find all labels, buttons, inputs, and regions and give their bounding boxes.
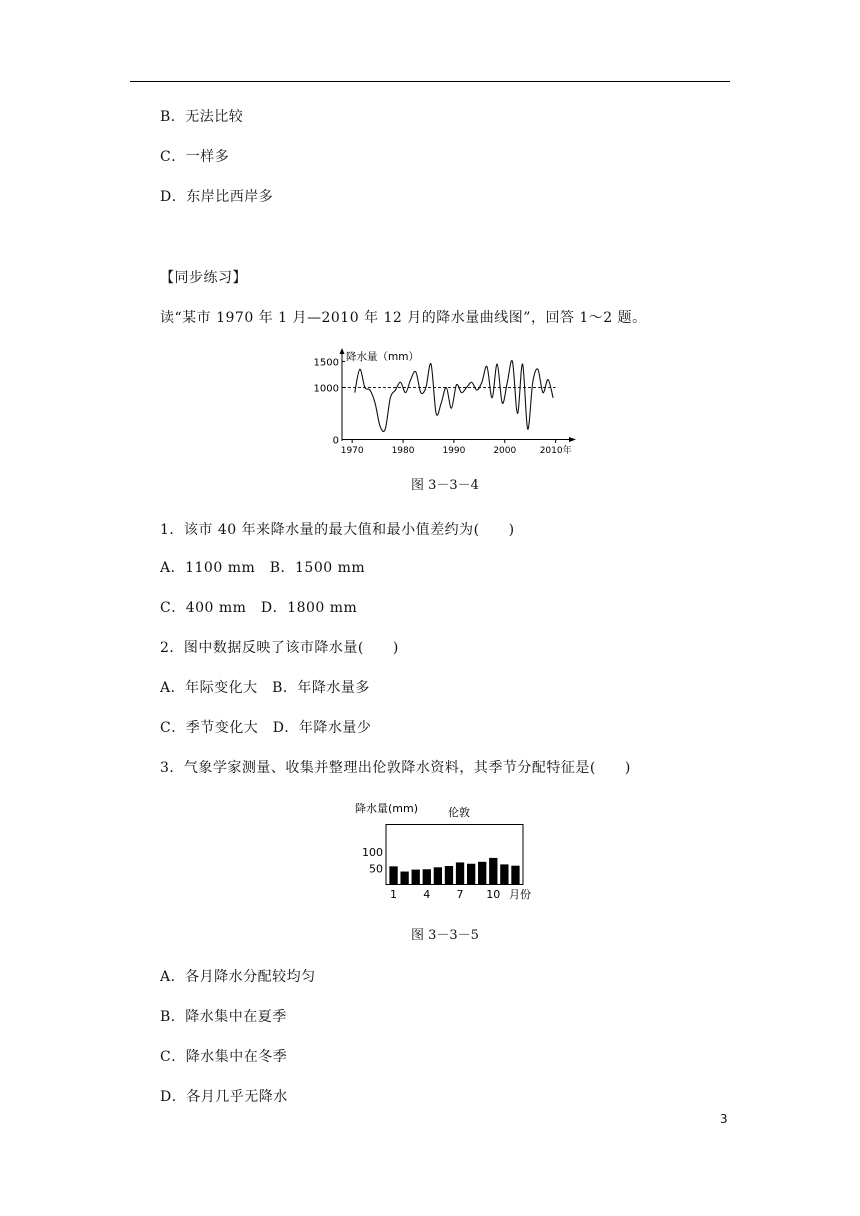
q3-option-d: D．各月几乎无降水 — [160, 1089, 288, 1105]
chart1-series-line — [355, 361, 553, 432]
chart1-xtick-label: 2000 — [493, 446, 517, 456]
chart1-y-arrow — [340, 348, 345, 354]
q3-option-b: B．降水集中在夏季 — [160, 1009, 287, 1025]
figure1-caption: 图 3－3－4 — [411, 478, 479, 493]
q3-option-c: C．降水集中在冬季 — [160, 1049, 288, 1065]
chart1-xtick-label: 1970 — [340, 446, 364, 456]
page-number: 3 — [720, 1112, 728, 1126]
q2-text: 2．图中数据反映了该市降水量( ) — [160, 640, 399, 656]
chart2-bar — [389, 866, 397, 884]
q1-text: 1．该市 40 年来降水量的最大值和最小值差约为( ) — [160, 522, 515, 538]
chart2-xtick-label: 月份 — [509, 888, 531, 901]
chart2-ylabel: 降水量(mm) — [355, 802, 419, 815]
chart1-xtick-label: 2010年 — [539, 446, 572, 456]
chart2-title: 伦敦 — [448, 806, 470, 819]
chart2-bar — [400, 872, 408, 885]
chart1-ytick-label: 1000 — [313, 383, 339, 395]
rainfall-line-chart — [310, 345, 590, 460]
chart2-ytick-label: 50 — [369, 862, 383, 876]
q3-text: 3．气象学家测量、收集并整理出伦敦降水资料，其季节分配特征是( ) — [160, 760, 631, 776]
chart1-ytick-label: 0 — [332, 435, 339, 447]
chart2-bar — [467, 864, 475, 885]
option-d-prev: D．东岸比西岸多 — [160, 189, 274, 205]
chart1-xtick-label: 1990 — [442, 446, 466, 456]
chart2-xtick-label: 10 — [486, 888, 501, 901]
chart2-bar — [511, 866, 519, 885]
chart1-xtick-label: 1980 — [391, 446, 415, 456]
header-rule — [130, 81, 730, 82]
option-b-prev: B．无法比较 — [160, 109, 244, 125]
chart2-xtick-label: 7 — [456, 888, 464, 901]
chart2-ytick-label: 100 — [362, 846, 383, 860]
section-title: 【同步练习】 — [160, 270, 247, 286]
q2-options-1: A．年际变化大 B．年降水量多 — [160, 680, 370, 696]
chart1-ytick-label: 1500 — [313, 357, 339, 369]
chart2-bar — [423, 869, 431, 884]
figure2-caption: 图 3－3－5 — [411, 928, 479, 943]
chart2-bar — [500, 864, 508, 884]
chart2-bar — [478, 862, 486, 885]
q1-options-1: A．1100 mm B．1500 mm — [160, 560, 366, 576]
option-c-prev: C．一样多 — [160, 149, 230, 165]
chart2-xtick-label: 4 — [423, 888, 431, 901]
chart2-bar — [489, 858, 497, 885]
chart2-bar — [412, 870, 420, 885]
chart1-x-arrow — [569, 437, 576, 442]
intro-text: 读“某市 1970 年 1 月—2010 年 12 月的降水量曲线图”，回答 1～2 题。 — [160, 310, 647, 326]
london-rainfall-bar-chart — [352, 796, 542, 906]
chart2-bar — [445, 866, 453, 884]
chart2-bar — [456, 862, 464, 884]
chart2-xtick-label: 1 — [390, 888, 398, 901]
q3-option-a: A．各月降水分配较均匀 — [160, 969, 316, 985]
chart1-ylabel: 降水量（mm） — [346, 351, 419, 363]
chart2-bar — [434, 867, 442, 884]
q2-options-2: C．季节变化大 D．年降水量少 — [160, 720, 372, 736]
q1-options-2: C．400 mm D．1800 mm — [160, 600, 358, 616]
